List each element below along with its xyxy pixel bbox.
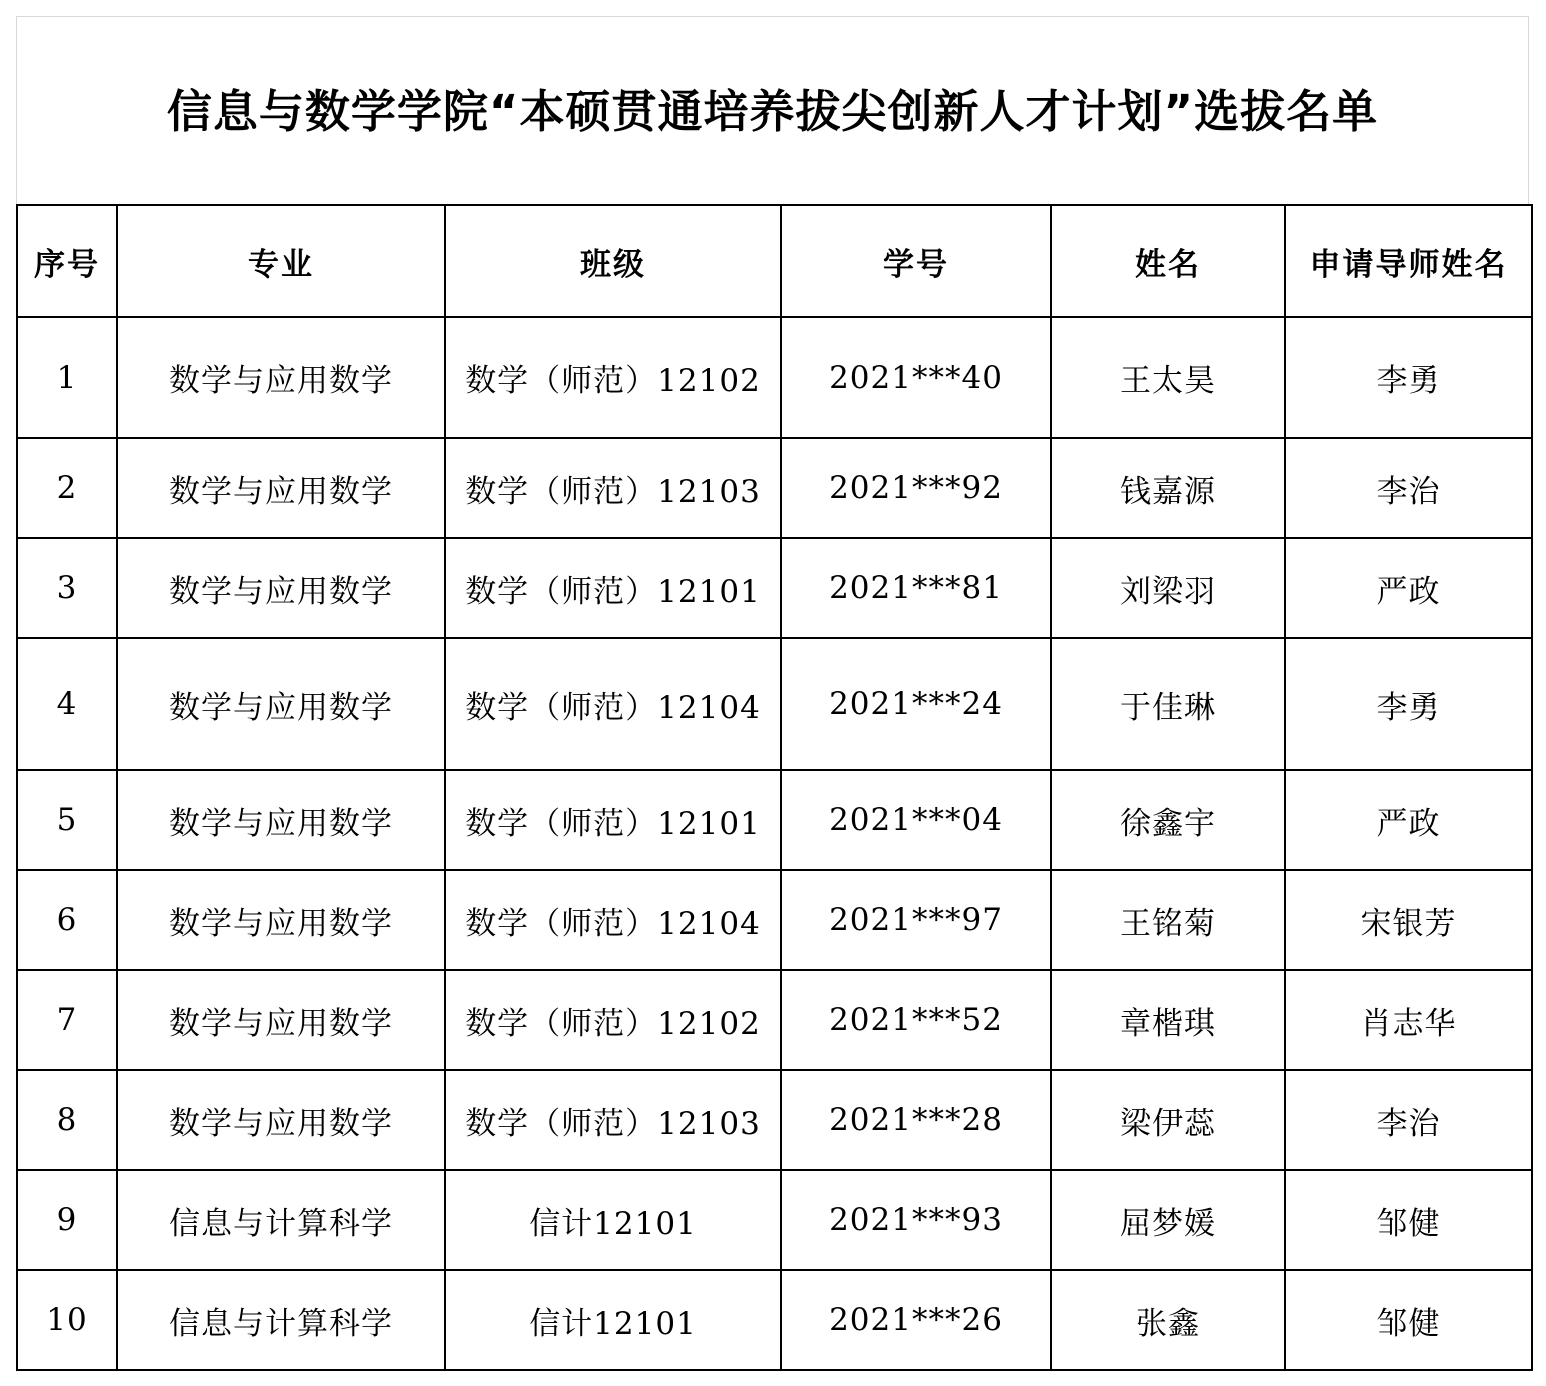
table-row bbox=[17, 770, 1532, 870]
cell-major: 数学与应用数学 bbox=[117, 970, 445, 1070]
title-box bbox=[16, 16, 1529, 205]
cell-index: 2 bbox=[17, 438, 117, 538]
cell-name: 刘梁羽 bbox=[1051, 538, 1285, 638]
table-row bbox=[17, 317, 1532, 438]
table-row bbox=[17, 1170, 1532, 1270]
cell-name: 屈梦媛 bbox=[1051, 1170, 1285, 1270]
cell-major: 数学与应用数学 bbox=[117, 1070, 445, 1170]
cell-index: 5 bbox=[17, 770, 117, 870]
table-row bbox=[17, 870, 1532, 970]
cell-advisor: 李治 bbox=[1285, 438, 1532, 538]
cell-student-id: 2021***04 bbox=[781, 770, 1051, 870]
selection-table bbox=[16, 204, 1533, 1371]
header-major: 专业 bbox=[117, 205, 445, 317]
cell-class: 数学（师范）12104 bbox=[445, 870, 781, 970]
cell-name: 章楷琪 bbox=[1051, 970, 1285, 1070]
cell-advisor: 李勇 bbox=[1285, 638, 1532, 770]
cell-class: 数学（师范）12101 bbox=[445, 538, 781, 638]
cell-student-id: 2021***28 bbox=[781, 1070, 1051, 1170]
cell-student-id: 2021***26 bbox=[781, 1270, 1051, 1370]
cell-index: 7 bbox=[17, 970, 117, 1070]
cell-name: 徐鑫宇 bbox=[1051, 770, 1285, 870]
cell-major: 数学与应用数学 bbox=[117, 438, 445, 538]
cell-index: 3 bbox=[17, 538, 117, 638]
cell-advisor: 宋银芳 bbox=[1285, 870, 1532, 970]
cell-name: 梁伊蕊 bbox=[1051, 1070, 1285, 1170]
cell-class: 数学（师范）12102 bbox=[445, 970, 781, 1070]
cell-index: 8 bbox=[17, 1070, 117, 1170]
cell-student-id: 2021***97 bbox=[781, 870, 1051, 970]
header-student-id: 学号 bbox=[781, 205, 1051, 317]
cell-advisor: 邹健 bbox=[1285, 1270, 1532, 1370]
cell-name: 王铭菊 bbox=[1051, 870, 1285, 970]
cell-major: 数学与应用数学 bbox=[117, 638, 445, 770]
cell-class: 信计12101 bbox=[445, 1270, 781, 1370]
table-row bbox=[17, 538, 1532, 638]
cell-class: 信计12101 bbox=[445, 1170, 781, 1270]
cell-student-id: 2021***40 bbox=[781, 317, 1051, 438]
cell-index: 1 bbox=[17, 317, 117, 438]
cell-index: 4 bbox=[17, 638, 117, 770]
cell-name: 于佳琳 bbox=[1051, 638, 1285, 770]
header-index: 序号 bbox=[17, 205, 117, 317]
cell-class: 数学（师范）12103 bbox=[445, 1070, 781, 1170]
cell-advisor: 严政 bbox=[1285, 538, 1532, 638]
header-name: 姓名 bbox=[1051, 205, 1285, 317]
cell-major: 数学与应用数学 bbox=[117, 870, 445, 970]
cell-class: 数学（师范）12104 bbox=[445, 638, 781, 770]
table-row bbox=[17, 970, 1532, 1070]
table-row bbox=[17, 638, 1532, 770]
table-row bbox=[17, 1270, 1532, 1370]
cell-name: 钱嘉源 bbox=[1051, 438, 1285, 538]
cell-advisor: 李勇 bbox=[1285, 317, 1532, 438]
cell-name: 王太昊 bbox=[1051, 317, 1285, 438]
header-advisor: 申请导师姓名 bbox=[1285, 205, 1532, 317]
cell-class: 数学（师范）12101 bbox=[445, 770, 781, 870]
cell-advisor: 严政 bbox=[1285, 770, 1532, 870]
cell-index: 6 bbox=[17, 870, 117, 970]
cell-student-id: 2021***52 bbox=[781, 970, 1051, 1070]
cell-major: 数学与应用数学 bbox=[117, 317, 445, 438]
cell-student-id: 2021***92 bbox=[781, 438, 1051, 538]
cell-major: 信息与计算科学 bbox=[117, 1270, 445, 1370]
cell-major: 数学与应用数学 bbox=[117, 770, 445, 870]
cell-major: 信息与计算科学 bbox=[117, 1170, 445, 1270]
cell-name: 张鑫 bbox=[1051, 1270, 1285, 1370]
cell-class: 数学（师范）12102 bbox=[445, 317, 781, 438]
table-row bbox=[17, 1070, 1532, 1170]
cell-advisor: 李治 bbox=[1285, 1070, 1532, 1170]
table-row bbox=[17, 438, 1532, 538]
cell-student-id: 2021***24 bbox=[781, 638, 1051, 770]
cell-student-id: 2021***81 bbox=[781, 538, 1051, 638]
cell-advisor: 肖志华 bbox=[1285, 970, 1532, 1070]
header-class: 班级 bbox=[445, 205, 781, 317]
cell-advisor: 邹健 bbox=[1285, 1170, 1532, 1270]
header-row bbox=[17, 205, 1532, 317]
cell-index: 9 bbox=[17, 1170, 117, 1270]
cell-index: 10 bbox=[17, 1270, 117, 1370]
cell-student-id: 2021***93 bbox=[781, 1170, 1051, 1270]
cell-class: 数学（师范）12103 bbox=[445, 438, 781, 538]
page-title: 信息与数学学院“本硕贯通培养拔尖创新人才计划”选拔名单 bbox=[166, 84, 1379, 138]
cell-major: 数学与应用数学 bbox=[117, 538, 445, 638]
